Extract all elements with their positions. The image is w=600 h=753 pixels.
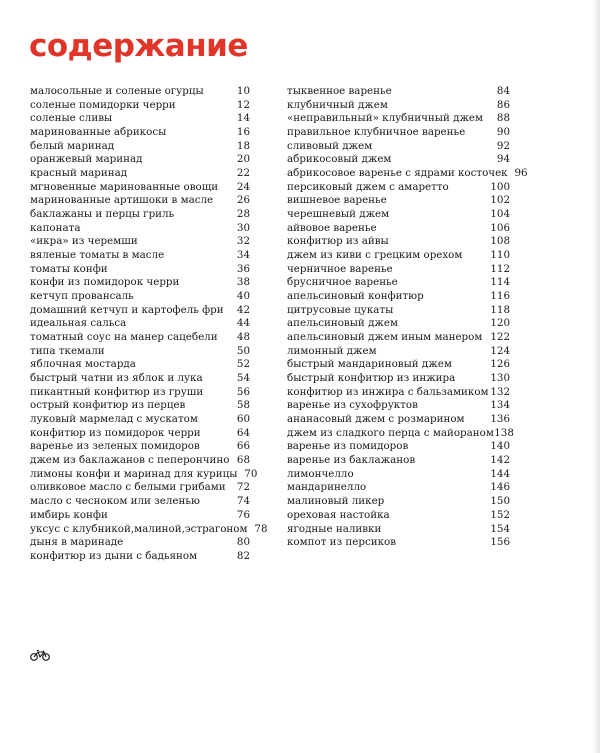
toc-entry-title: типа ткемали	[30, 344, 105, 357]
toc-entry-page: 154	[490, 522, 510, 535]
toc-entry[interactable]	[287, 372, 510, 386]
toc-entry[interactable]	[287, 153, 510, 167]
toc-entry-page: 156	[490, 536, 510, 549]
toc-entry-page: 40	[236, 290, 250, 303]
toc-entry[interactable]	[30, 235, 250, 249]
toc-entry[interactable]	[30, 153, 250, 167]
toc-entry-title: конфитюр из айвы	[287, 235, 389, 248]
toc-entry-page: 130	[490, 372, 510, 385]
toc-entry-title: острый конфитюр из перцев	[30, 399, 186, 412]
toc-entry-title: варенье из баклажанов	[287, 454, 416, 467]
toc-entry-title: брусничное варенье	[287, 276, 398, 289]
toc-entry-title: малиновый ликер	[287, 495, 385, 508]
toc-entry-page: 126	[490, 358, 510, 371]
toc-entry[interactable]	[287, 413, 510, 427]
toc-entry-title: быстрый мандариновый джем	[287, 358, 452, 371]
toc-entry-page: 94	[496, 153, 510, 166]
toc-entry-title: джем из баклажанов с пеперончино	[30, 454, 230, 467]
toc-entry-page: 64	[236, 426, 250, 439]
toc-entry[interactable]	[30, 317, 250, 331]
toc-entry-page: 18	[236, 139, 250, 152]
toc-entry[interactable]	[287, 222, 510, 236]
toc-entry[interactable]	[30, 550, 250, 564]
toc-entry[interactable]	[30, 495, 250, 509]
toc-entry-title: ягодные наливки	[287, 522, 382, 535]
toc-entry-title: красный маринад	[30, 167, 128, 180]
toc-entry-page: 20	[236, 153, 250, 166]
toc-entry-title: апельсиновый джем	[287, 317, 398, 330]
toc-entry[interactable]	[30, 222, 250, 236]
toc-entry-title: айвовое варенье	[287, 221, 377, 234]
toc-entry-page: 52	[236, 358, 250, 371]
toc-entry-title: вяленые томаты в масле	[30, 249, 165, 262]
toc-entry[interactable]	[287, 481, 510, 495]
toc-entry-title: «икра» из черемши	[30, 235, 138, 248]
toc-entry-page: 108	[490, 235, 510, 248]
toc-entry-page: 118	[490, 303, 510, 316]
toc-entry[interactable]	[30, 427, 250, 441]
toc-entry-title: «неправильный» клубничный джем	[287, 112, 484, 125]
toc-entry-title: кетчуп провансаль	[30, 290, 134, 303]
toc-entry-title: ореховая настойка	[287, 508, 390, 521]
toc-entry-page: 112	[490, 262, 510, 275]
toc-entry[interactable]	[287, 208, 510, 222]
toc-entry-title: капоната	[30, 221, 81, 234]
toc-entry[interactable]	[30, 331, 250, 345]
toc-entry-page: 38	[236, 276, 250, 289]
toc-entry-page: 48	[236, 331, 250, 344]
toc-entry-title: малосольные и соленые огурцы	[30, 85, 204, 97]
toc-entry[interactable]	[30, 372, 250, 386]
toc-entry-page: 80	[236, 536, 250, 549]
toc-entry[interactable]	[287, 276, 510, 290]
toc-entry[interactable]	[30, 522, 268, 537]
toc-entry[interactable]	[287, 249, 510, 263]
toc-entry[interactable]	[30, 263, 250, 277]
toc-entry-title: абрикосовый джем	[287, 153, 392, 166]
toc-entry[interactable]	[287, 85, 510, 99]
toc-entry-page: 58	[236, 399, 250, 412]
toc-entry-page: 90	[496, 126, 510, 139]
toc-entry-page: 140	[490, 440, 510, 453]
toc-entry-page: 14	[236, 112, 250, 125]
toc-entry-title: идеальная сальса	[30, 317, 127, 330]
toc-entry[interactable]	[287, 440, 510, 454]
toc-entry-title: дыня в маринаде	[30, 536, 124, 549]
toc-entry-page: 102	[490, 194, 510, 207]
toc-entry[interactable]	[30, 399, 250, 413]
toc-entry-page: 120	[490, 317, 510, 330]
toc-entry-page: 42	[236, 303, 250, 316]
toc-entry-page: 106	[490, 221, 510, 234]
toc-entry-page: 110	[490, 249, 510, 262]
toc-entry[interactable]	[30, 413, 250, 427]
toc-entry-page: 36	[236, 262, 250, 275]
toc-entry-title: черничное варенье	[287, 262, 393, 275]
toc-entry[interactable]	[30, 358, 250, 372]
toc-entry-page: 122	[490, 331, 510, 344]
toc-entry-page: 22	[236, 167, 250, 180]
toc-entry[interactable]	[287, 112, 510, 126]
toc-entry[interactable]	[287, 194, 510, 208]
toc-entry-page: 68	[236, 454, 250, 467]
toc-entry[interactable]	[30, 112, 250, 126]
toc-entry-title: уксус с клубникой,малиной,эстрагоном	[30, 522, 248, 535]
toc-entry-page: 104	[490, 208, 510, 221]
toc-entry-page: 134	[490, 399, 510, 412]
toc-entry[interactable]	[287, 495, 510, 509]
toc-entry[interactable]	[287, 454, 510, 468]
toc-entry-page: 74	[236, 495, 250, 508]
toc-entry[interactable]	[30, 249, 250, 263]
toc-entry[interactable]	[30, 440, 250, 454]
toc-entry-title: правильное клубничное варенье	[287, 126, 466, 139]
toc-entry-page: 34	[236, 249, 250, 262]
toc-entry-title: белый маринад	[30, 139, 115, 152]
toc-entry[interactable]	[287, 140, 510, 154]
toc-entry-title: конфитюр из помидорок черри	[30, 426, 201, 439]
toc-entry[interactable]	[287, 536, 510, 550]
toc-entry-page: 82	[236, 549, 250, 562]
toc-entry-title: быстрый конфитюр из инжира	[287, 372, 456, 385]
toc-entry-page: 70	[244, 467, 258, 480]
toc-entry-title: абрикосовое варенье с ядрами косточек	[287, 167, 508, 180]
toc-entry-title: лимонный джем	[287, 344, 377, 357]
toc-entry-page: 116	[490, 290, 510, 303]
toc-entry[interactable]	[30, 304, 250, 318]
toc-entry-title: быстрый чатни из яблок и лука	[30, 372, 203, 385]
toc-entry-title: домашний кетчуп и картофель фри	[30, 303, 224, 316]
toc-entry-title: ананасовый джем с розмарином	[287, 413, 465, 426]
toc-entry-title: мандаринелло	[287, 481, 367, 494]
toc-entry[interactable]	[30, 536, 250, 550]
toc-entry-title: мгновенные маринованные овощи	[30, 180, 219, 193]
toc-entry-page: 26	[236, 194, 250, 207]
toc-entry[interactable]	[30, 386, 250, 400]
toc-entry-title: томаты конфи	[30, 262, 108, 275]
toc-entry-title: лимончелло	[287, 467, 354, 480]
toc-entry-page: 136	[490, 413, 510, 426]
toc-entry[interactable]	[287, 235, 510, 249]
toc-entry-page: 92	[496, 139, 510, 152]
toc-entry-page: 30	[236, 221, 250, 234]
toc-entry-page: 28	[236, 208, 250, 221]
toc-entry[interactable]	[287, 386, 510, 400]
toc-entry-title: конфитюр из инжира с бальзамиком	[287, 385, 489, 398]
bicycle-icon	[30, 649, 50, 661]
toc-entry-page: 24	[236, 180, 250, 193]
toc-entry-title: варенье из зеленых помидоров	[30, 440, 200, 453]
toc-entry[interactable]	[287, 358, 510, 372]
toc-entry-title: апельсиновый джем иным манером	[287, 331, 483, 344]
toc-entry[interactable]	[287, 331, 510, 345]
toc-entry-title: персиковый джем с амаретто	[287, 180, 449, 193]
toc-entry-title: яблочная мостарда	[30, 358, 136, 371]
toc-entry-page: 146	[490, 481, 510, 494]
toc-entry[interactable]	[30, 208, 250, 222]
toc-entry-page: 32	[236, 235, 250, 248]
toc-entry[interactable]	[30, 85, 250, 99]
toc-entry-title: варенье из помидоров	[287, 440, 409, 453]
toc-entry-page: 44	[236, 317, 250, 330]
toc-entry-title: варенье из сухофруктов	[287, 399, 418, 412]
toc-entry-title: пикантный конфитюр из груши	[30, 385, 204, 398]
toc-entry[interactable]	[30, 467, 258, 482]
toc-column-left	[30, 85, 268, 564]
toc-entry[interactable]	[287, 99, 510, 113]
toc-entry-page: 12	[236, 98, 250, 111]
toc-entry[interactable]	[287, 167, 528, 181]
toc-entry[interactable]	[30, 345, 250, 359]
toc-entry-page: 60	[236, 413, 250, 426]
toc-entry-title: апельсиновый конфитюр	[287, 290, 424, 303]
toc-entry[interactable]	[287, 345, 510, 359]
toc-entry[interactable]	[287, 304, 510, 318]
toc-entry-page: 132	[490, 385, 510, 398]
toc-entry[interactable]	[30, 140, 250, 154]
toc-entry-page: 56	[236, 385, 250, 398]
toc-entry-title: конфи из помидорок черри	[30, 276, 180, 289]
toc-entry[interactable]	[287, 290, 510, 304]
toc-entry[interactable]	[30, 454, 250, 468]
toc-entry[interactable]	[30, 181, 250, 195]
toc-entry[interactable]	[30, 276, 250, 290]
toc-entry-page: 86	[496, 98, 510, 111]
toc-entry-title: лимоны конфи и маринад для курицы	[30, 467, 238, 480]
toc-entry-title: конфитюр из дыни с бадьяном	[30, 549, 198, 562]
toc-entry-page: 152	[490, 508, 510, 521]
toc-entry-title: вишневое варенье	[287, 194, 387, 207]
toc-entry-title: маринованные артишоки в масле	[30, 194, 214, 207]
toc-entry[interactable]	[287, 317, 510, 331]
toc-entry-title: оранжевый маринад	[30, 153, 143, 166]
toc-entry-page: 124	[490, 344, 510, 357]
toc-entry-title: баклажаны и перцы гриль	[30, 208, 175, 221]
toc-entry[interactable]	[30, 194, 250, 208]
toc-entry-title: сливовый джем	[287, 139, 373, 152]
toc-entry[interactable]	[287, 509, 510, 523]
toc-entry-title: джем из киви с грецким орехом	[287, 249, 463, 262]
toc-entry[interactable]	[30, 126, 250, 140]
toc-entry-title: клубничный джем	[287, 98, 388, 111]
toc-entry-page: 100	[490, 180, 510, 193]
toc-entry[interactable]	[287, 426, 514, 441]
page-title: содержание	[29, 28, 248, 64]
toc-entry-title: оливковое масло с белыми грибами	[30, 481, 226, 494]
toc-entry-title: тыквенное варенье	[287, 85, 392, 97]
toc-entry-title: маринованные абрикосы	[30, 126, 167, 139]
toc-entry-title: луковый мармелад с мускатом	[30, 413, 198, 426]
toc-entry-page: 96	[514, 167, 528, 180]
toc-entry-title: томатный соус на манер сацебели	[30, 331, 218, 344]
toc-entry-page: 144	[490, 467, 510, 480]
toc-entry-title: черешневый джем	[287, 208, 390, 221]
toc-entry[interactable]	[30, 167, 250, 181]
toc-entry[interactable]	[287, 468, 510, 482]
toc-entry[interactable]	[287, 399, 510, 413]
toc-entry[interactable]	[287, 181, 510, 195]
toc-entry-page: 72	[236, 481, 250, 494]
toc-entry-page: 84	[496, 85, 510, 97]
toc-entry-page: 114	[490, 276, 510, 289]
toc-entry-page: 66	[236, 440, 250, 453]
toc-entry-page: 88	[496, 112, 510, 125]
toc-entry-title: цитрусовые цукаты	[287, 303, 394, 316]
toc-entry-title: имбирь конфи	[30, 508, 108, 521]
toc-entry-page: 138	[494, 426, 514, 439]
toc-entry-page: 142	[490, 454, 510, 467]
toc-entry-page: 76	[236, 508, 250, 521]
toc-entry[interactable]	[287, 126, 510, 140]
toc-entry-title: джем из сладкого перца с майораном	[287, 426, 494, 439]
toc-entry[interactable]	[287, 523, 510, 537]
toc-entry-page: 54	[236, 372, 250, 385]
toc-entry-page: 10	[236, 85, 250, 97]
toc-entry[interactable]	[287, 263, 510, 277]
toc-column-right	[287, 85, 528, 550]
toc-entry-title: компот из персиков	[287, 536, 397, 549]
toc-entry-page: 78	[254, 522, 268, 535]
toc-entry[interactable]	[30, 481, 250, 495]
toc-entry[interactable]	[30, 509, 250, 523]
toc-entry-page: 16	[236, 126, 250, 139]
toc-entry-page: 150	[490, 495, 510, 508]
toc-entry-title: масло с чесноком или зеленью	[30, 495, 200, 508]
toc-entry-page: 50	[236, 344, 250, 357]
toc-entry-title: соленые помидорки черри	[30, 98, 176, 111]
toc-entry-title: соленые сливы	[30, 112, 113, 125]
page-edge	[592, 0, 600, 753]
toc-entry[interactable]	[30, 290, 250, 304]
toc-entry[interactable]	[30, 99, 250, 113]
